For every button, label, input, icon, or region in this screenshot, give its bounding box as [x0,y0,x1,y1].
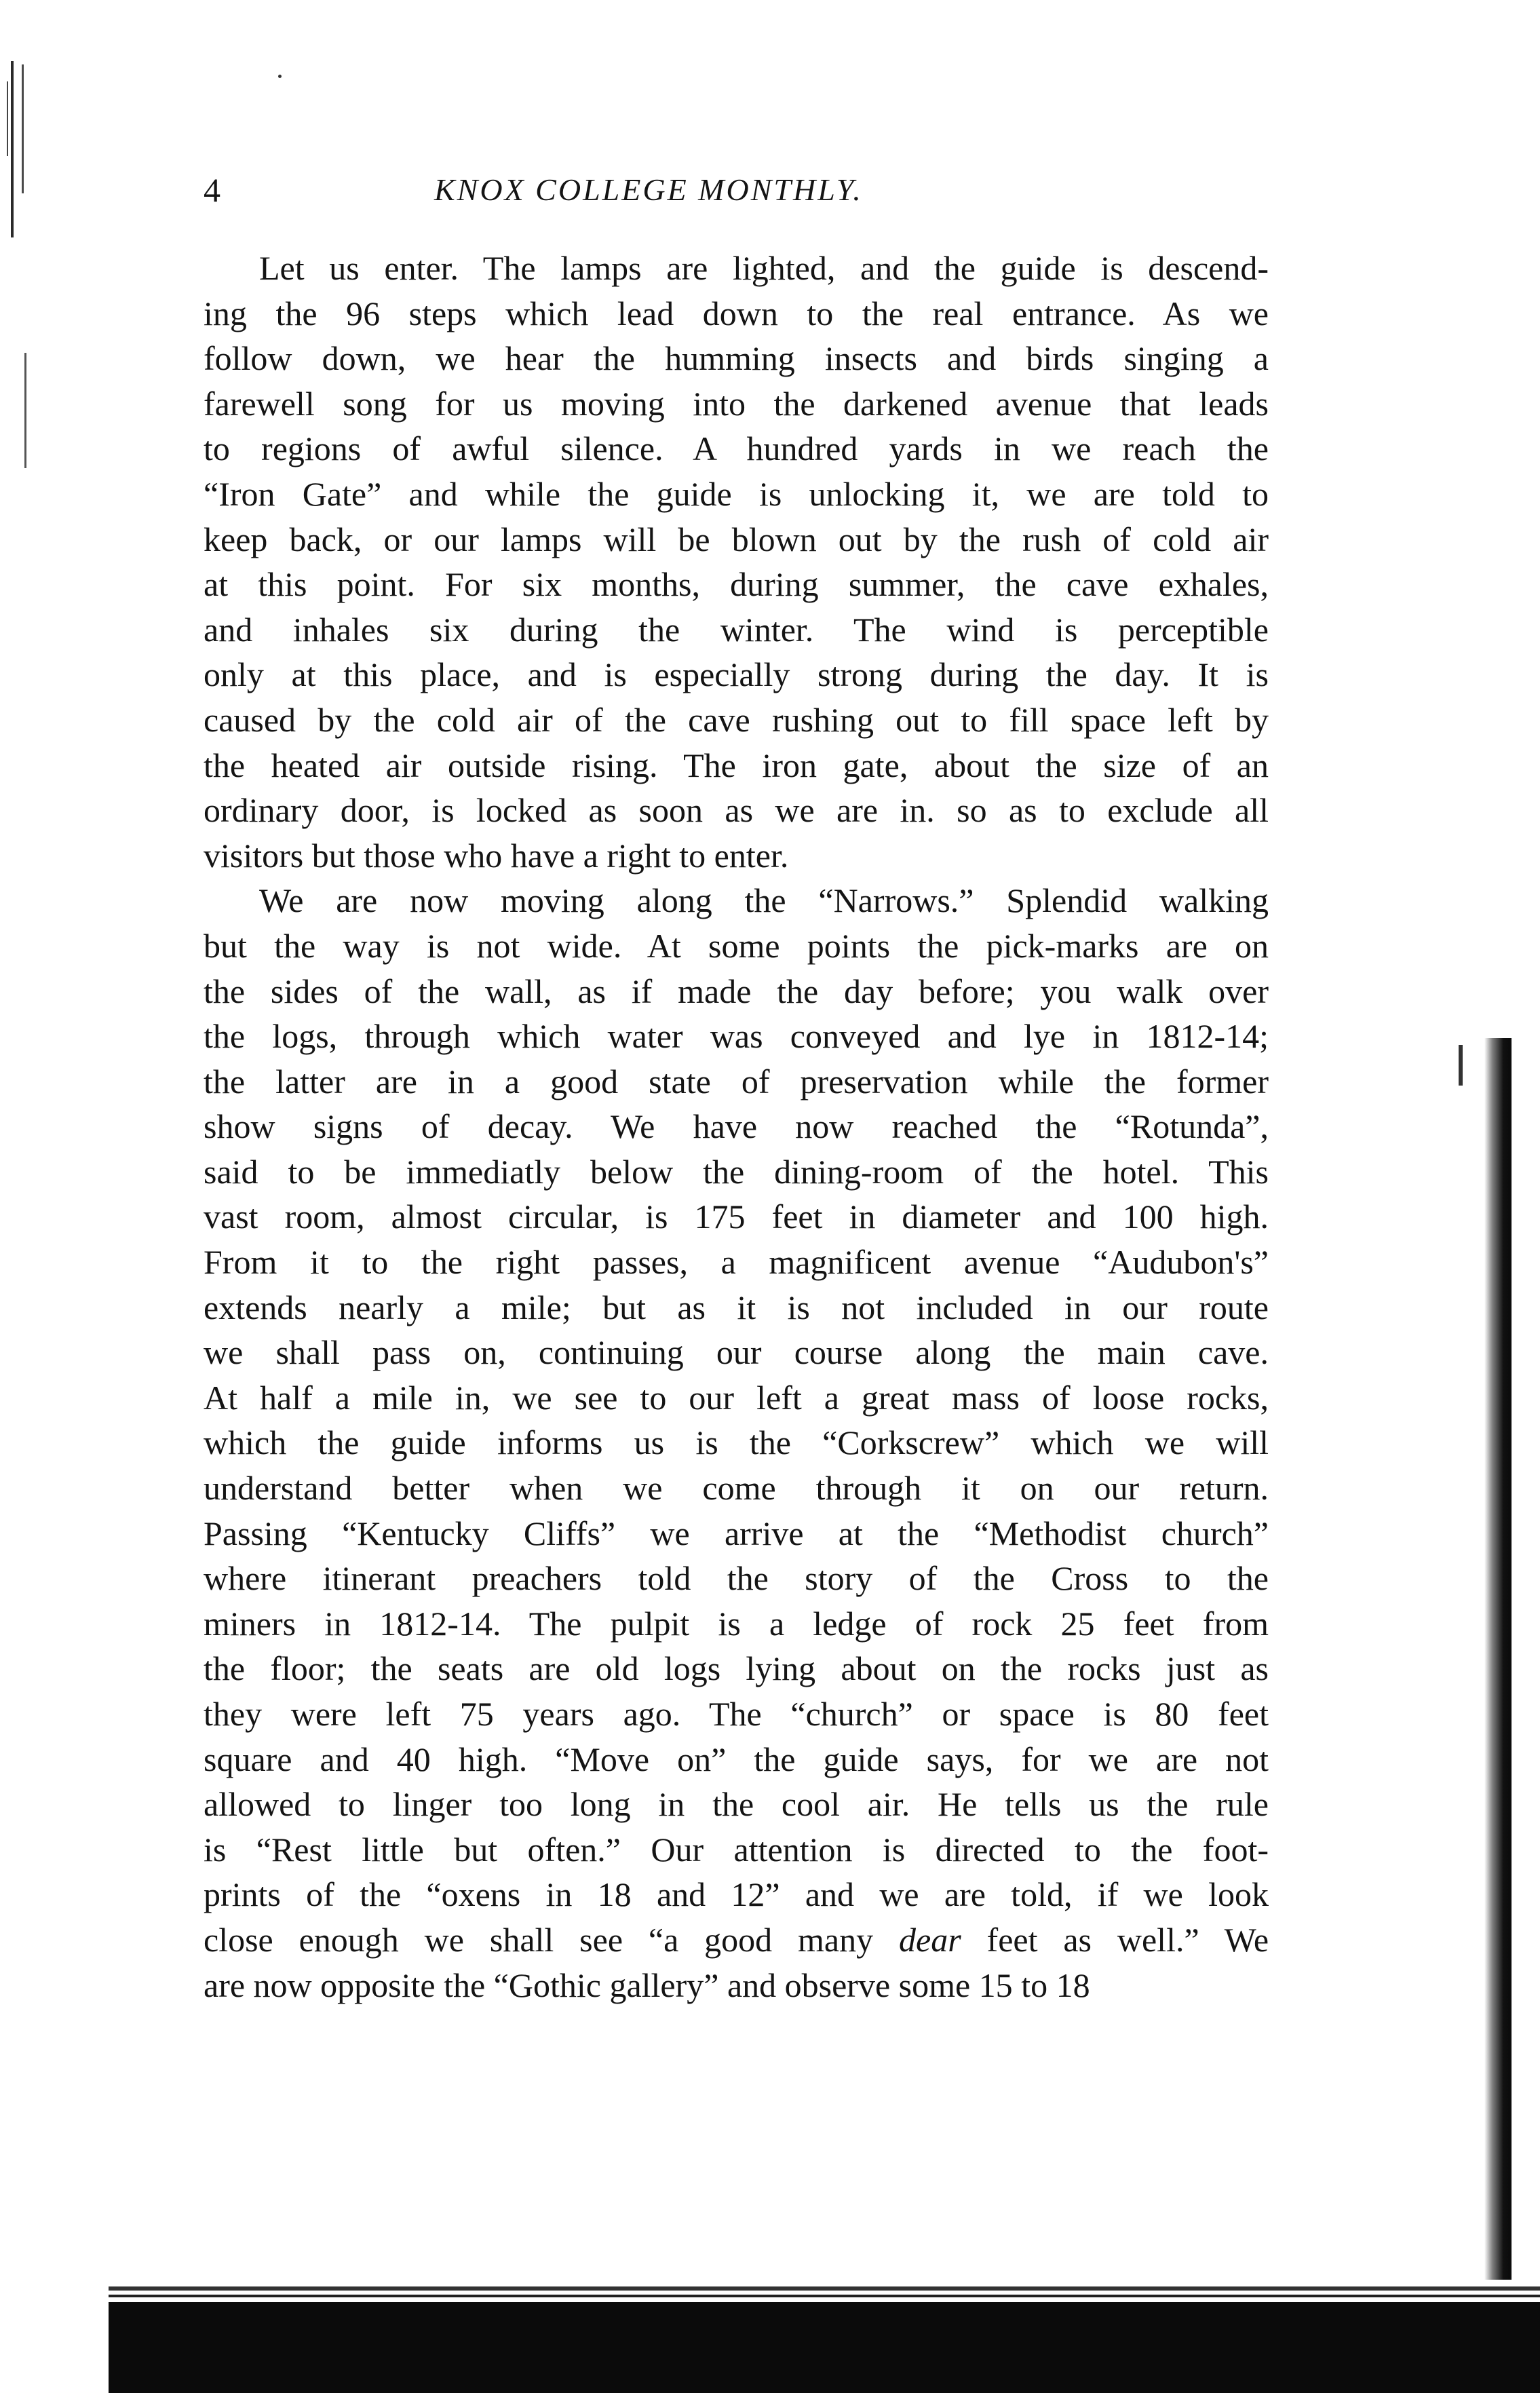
text-line: Let us enter. The lamps are lighted, and the guide is descend- [259,249,1269,287]
text-line: extends nearly a mile; but as it is not included in our route [204,1288,1269,1326]
text-line: Passing “Kentucky Cliffs” we arrive at the “Methodist church” [204,1514,1269,1552]
text-line: show signs of decay. We have now reached the “Rotunda”, [204,1107,1269,1146]
italic-word: dear [899,1920,961,1959]
scan-edge-mark [1459,1045,1463,1086]
text-line: prints of the “oxens in 18 and 12” and we are told, if we look [204,1875,1269,1914]
text-fragment: close enough we shall see “a good many [204,1920,874,1959]
text-line: visitors but those who have a right to enter. [204,836,789,875]
article-body [204,246,1269,2008]
text-line: the logs, through which water was conveyed and lye in 1812-14; [204,1017,1269,1056]
page-bottom-shadow [109,2302,1540,2393]
text-line: are now opposite the “Gothic gallery” and observe some 15 to 18 [204,1966,1090,2004]
text-line: the heated air outside rising. The iron gate, about the size of an [204,746,1269,784]
text-line: miners in 1812-14. The pulpit is a ledge of rock 25 feet from [204,1604,1269,1643]
text-line: We are now moving along the “Narrows.” Splendid walking [259,881,1269,920]
text-line: understand better when we come through it on our return. [204,1469,1269,1508]
scan-edge-mark [22,64,24,193]
text-line: only at this place, and is especially strong during the day. It is [204,655,1269,694]
running-head [204,168,1269,212]
scan-speck [278,75,282,78]
text-line: allowed to linger too long in the cool air. He tells us the rule [204,1785,1269,1824]
text-line: keep back, or our lamps will be blown out by the rush of cold air [204,520,1269,558]
text-line [204,1917,1269,1963]
text-line: they were left 75 years ago. The “church” or space is 80 feet [204,1695,1269,1733]
text-line: ing the 96 steps which lead down to the real entrance. As we [204,294,1269,332]
scan-edge-mark [11,61,14,237]
text-line: follow down, we hear the humming insects and birds singing a [204,339,1269,378]
page-number: 4 [204,171,220,209]
text-line: square and 40 high. “Move on” the guide says, for we are not [204,1740,1269,1778]
text-line: farewell song for us moving into the darkened avenue that leads [204,384,1269,423]
text-line: to regions of awful silence. A hundred yards in we reach the [204,429,1269,468]
text-line: the latter are in a good state of preservation while the former [204,1062,1269,1100]
text-line: and inhales six during the winter. The wind is perceptible [204,610,1269,649]
page-binding-shadow [1484,1038,1512,2280]
text-line: the sides of the wall, as if made the day before; you walk over [204,972,1269,1010]
text-line: At half a mile in, we see to our left a great mass of loose rocks, [204,1378,1269,1417]
text-fragment: feet as well.” We [986,1920,1269,1959]
text-line: but the way is not wide. At some points the pick-marks are on [204,926,1269,965]
text-line: at this point. For six months, during summer, the cave exhales, [204,565,1269,604]
text-line: “Iron Gate” and while the guide is unlocking it, we are told to [204,474,1269,513]
text-line: From it to the right passes, a magnificent avenue “Audubon's” [204,1243,1269,1282]
text-line: which the guide informs us is the “Corkscrew” which we will [204,1423,1269,1462]
text-line: caused by the cold air of the cave rushing out to fill space left by [204,700,1269,739]
scan-edge-mark [109,2295,1540,2297]
text-line: is “Rest little but often.” Our attention is directed to the foot- [204,1830,1269,1869]
journal-title: KNOX COLLEGE MONTHLY. [434,172,863,207]
text-line: the floor; the seats are old logs lying about on the rocks just as [204,1649,1269,1688]
text-line: said to be immediatly below the dining-room of the hotel. This [204,1152,1269,1191]
text-line: ordinary door, is locked as soon as we are in. so as to exclude all [204,791,1269,830]
text-line: where itinerant preachers told the story of the Cross to the [204,1559,1269,1598]
scan-edge-mark [7,81,8,156]
scan-edge-mark [24,353,26,468]
text-line: we shall pass on, continuing our course along the main cave. [204,1333,1269,1372]
text-line: vast room, almost circular, is 175 feet in diameter and 100 high. [204,1198,1269,1236]
scan-edge-mark [109,2286,1540,2291]
